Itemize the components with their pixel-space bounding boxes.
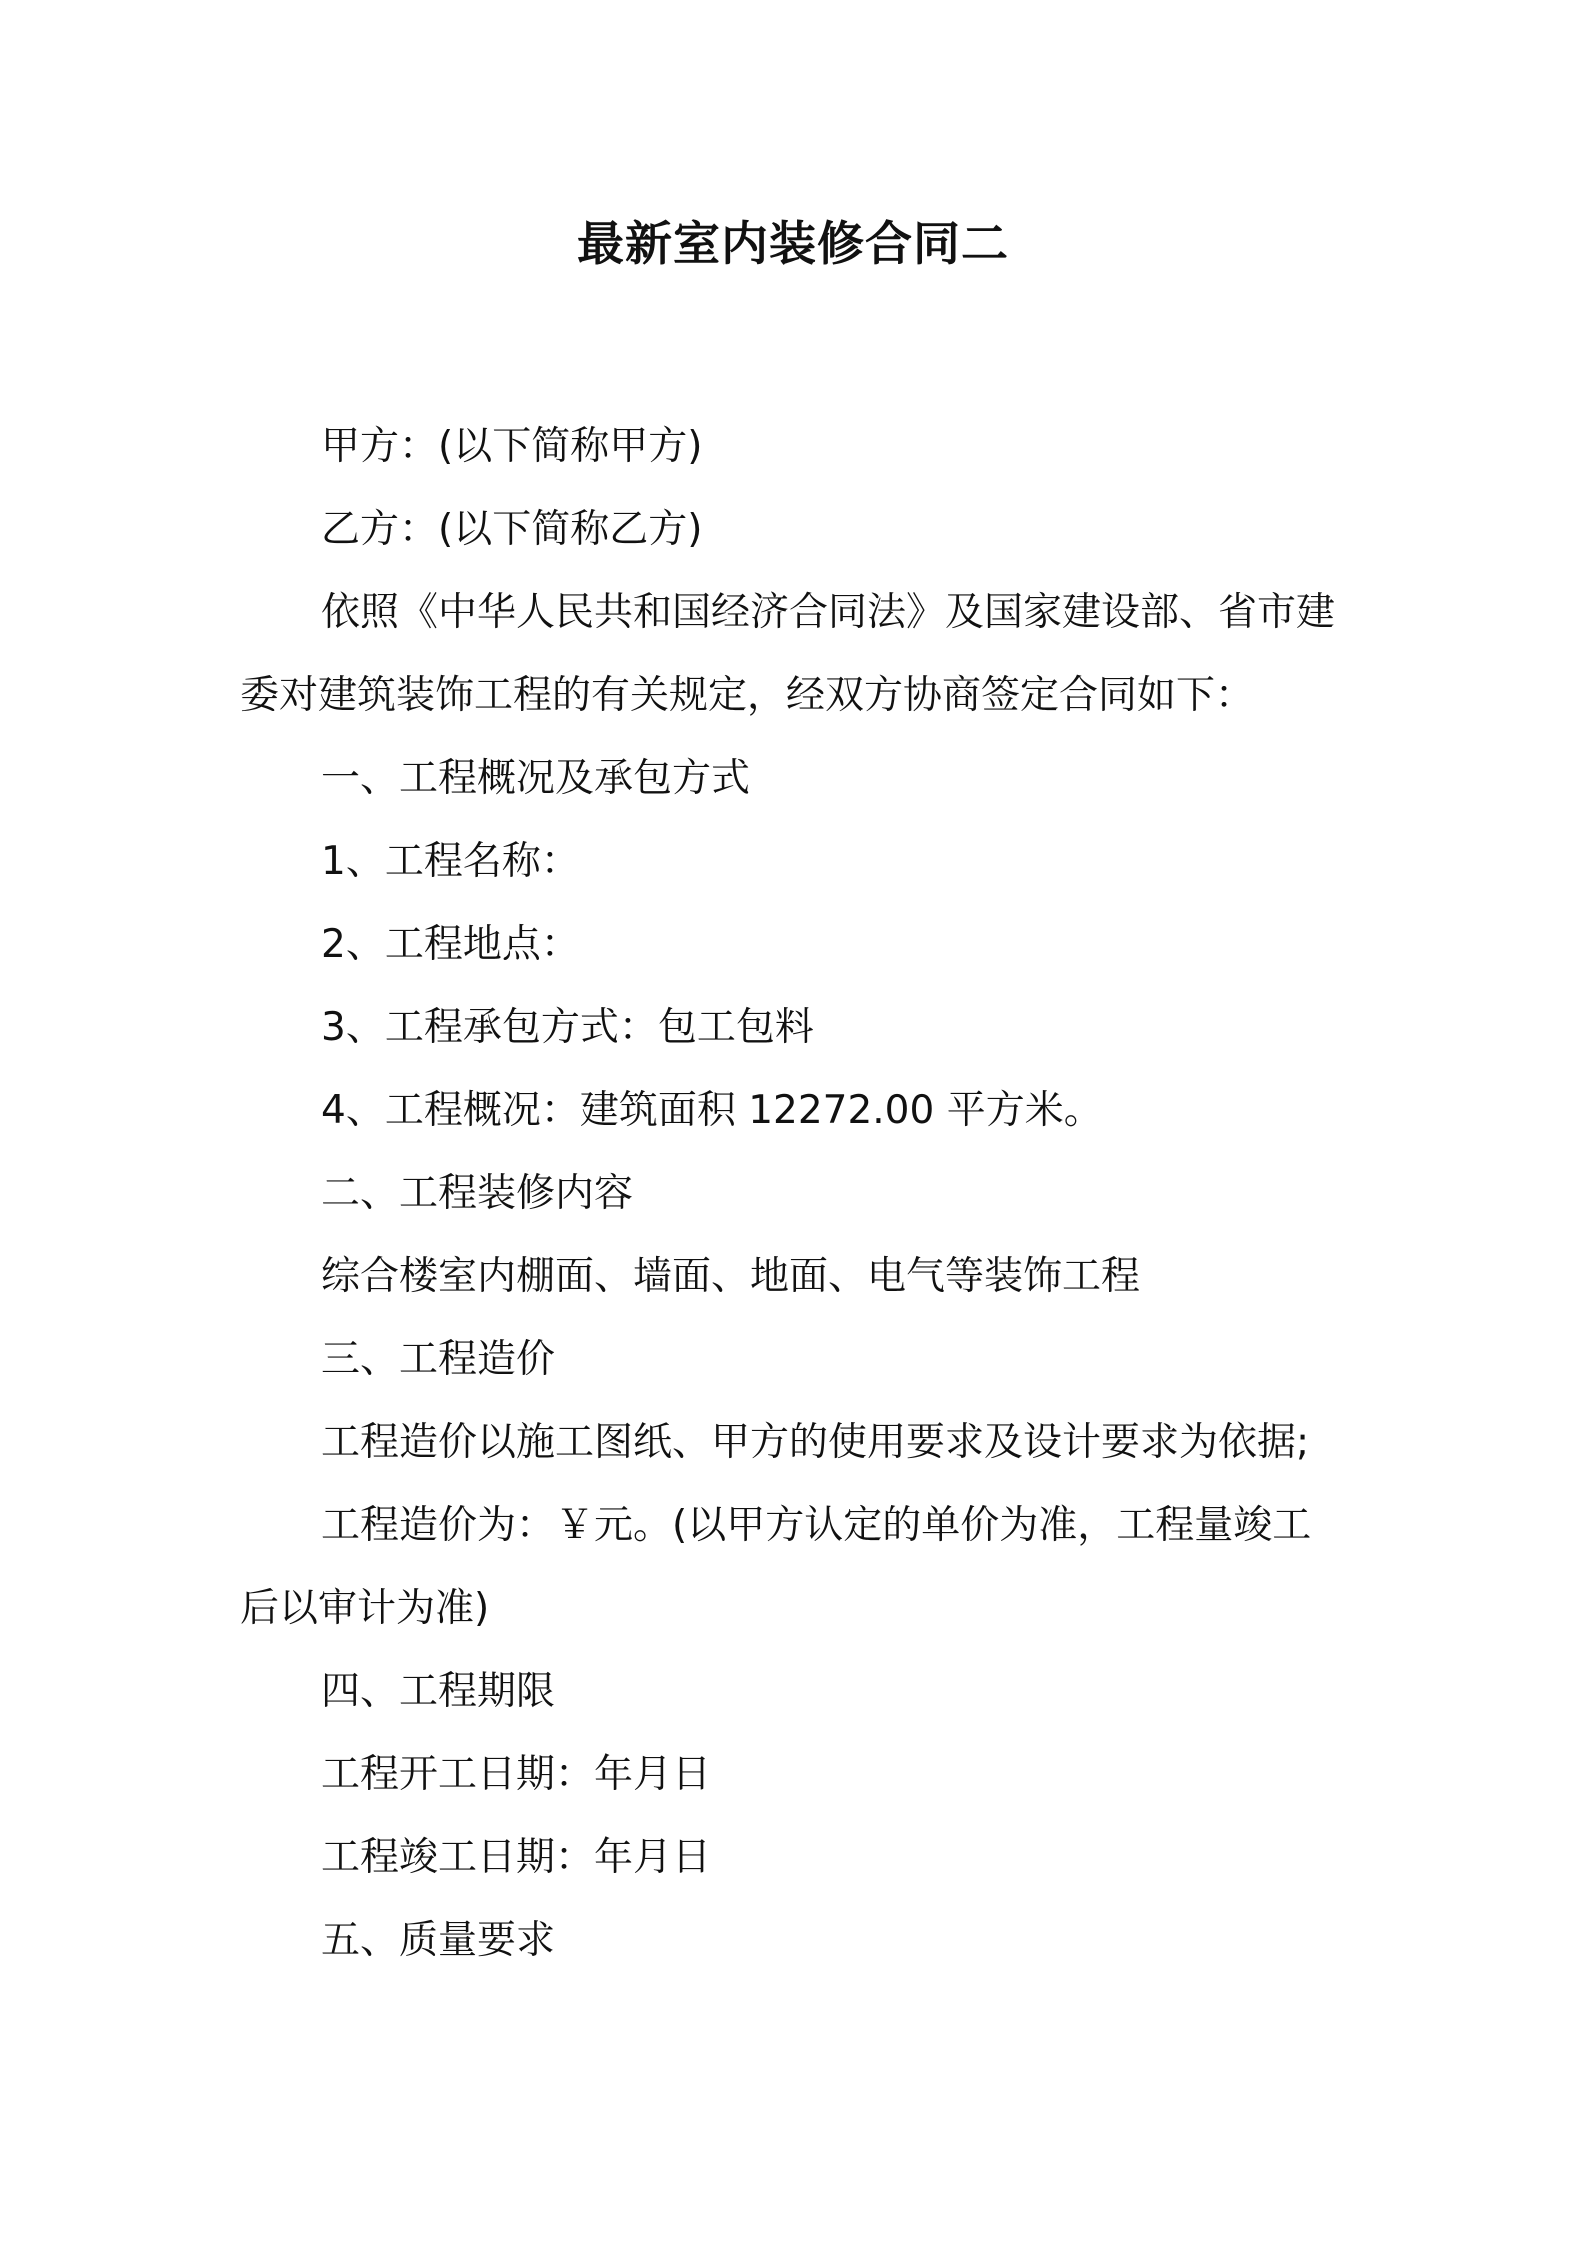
cost-basis-line: 工程造价以施工图纸、甲方的使用要求及设计要求为依据; [321, 1420, 1310, 1465]
document-title: 最新室内装修合同二 [577, 217, 1009, 272]
section-heading-3: 三、工程造价 [321, 1337, 556, 1382]
start-date-line: 工程开工日期：年月日 [321, 1752, 712, 1797]
preamble-paragraph: 依照《中华人民共和国经济合同法》及国家建设部、省市建委对建筑装饰工程的有关规定，经双方协商签定合同如下： [240, 590, 1336, 718]
section-heading-5: 五、质量要求 [321, 1918, 556, 1963]
completion-date-line: 工程竣工日期：年月日 [321, 1835, 712, 1880]
project-location-line: 2、工程地点： [321, 922, 580, 967]
document-body [240, 405, 1350, 1982]
party-b-line: 乙方：(以下简称乙方) [321, 507, 703, 552]
decoration-content-line: 综合楼室内棚面、墙面、地面、电气等装饰工程 [321, 1254, 1141, 1299]
section-heading-4: 四、工程期限 [321, 1669, 556, 1714]
section-heading-1: 一、工程概况及承包方式 [321, 756, 751, 801]
party-a-line: 甲方：(以下简称甲方) [321, 424, 703, 469]
section-heading-2: 二、工程装修内容 [321, 1171, 634, 1216]
project-name-line: 1、工程名称： [321, 839, 580, 884]
cost-amount-paragraph: 工程造价为：￥元。(以甲方认定的单价为准，工程量竣工后以审计为准) [240, 1503, 1312, 1631]
contract-method-line: 3、工程承包方式：包工包料 [321, 1005, 814, 1050]
project-overview-line: 4、工程概况：建筑面积 12272.00 平方米。 [321, 1088, 1103, 1133]
